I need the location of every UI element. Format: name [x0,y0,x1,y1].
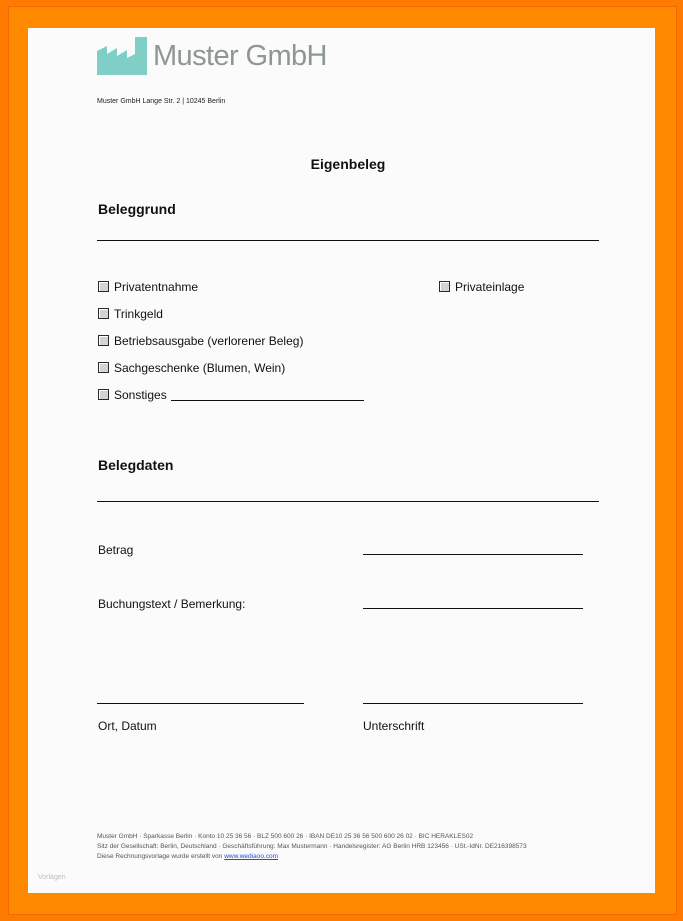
watermark: Vorlagen [38,874,66,881]
sonstiges-line[interactable] [171,400,364,401]
checkbox-sonstiges[interactable] [98,389,109,400]
checkbox-trinkgeld[interactable] [98,308,109,319]
document-title: Eigenbeleg [310,156,386,172]
option-label: Betriebsausgabe (verlorener Beleg) [114,334,304,348]
belegdaten-heading: Belegdaten [98,457,174,473]
checkbox-sachgeschenke[interactable] [98,362,109,373]
option-label: Sonstiges [114,388,167,402]
checkbox-privatentnahme[interactable] [98,281,109,292]
checkbox-privateinlage[interactable] [439,281,450,292]
option-label: Privateinlage [455,280,525,294]
betrag-label: Betrag [98,543,134,557]
beleggrund-heading: Beleggrund [98,201,176,217]
sender-address: Muster GmbH Lange Str. 2 | 10245 Berlin [97,98,226,105]
company-logo [97,35,357,75]
company-name: Muster GmbH [153,40,327,72]
option-label: Sachgeschenke (Blumen, Wein) [114,361,286,375]
ort-datum-line[interactable] [97,703,304,704]
ort-datum-label: Ort, Datum [98,719,157,733]
footer-credit-text: Diese Rechnungsvorlage wurde erstellt von [97,853,225,860]
unterschrift-label: Unterschrift [363,719,425,733]
belegdaten-rule [97,501,599,502]
buchungstext-label: Buchungstext / Bemerkung: [98,597,246,611]
footer-line-legal: Sitz der Gesellschaft: Berlin, Deutschland · Geschäftsführung: Max Mustermann · Handelsregister: AG Berlin HRB 123456 · USt.-IdNr. DE216398573 [97,843,527,850]
unterschrift-line[interactable] [363,703,583,704]
footer-line-bank: Muster GmbH · Sparkasse Berlin · Konto 10 25 36 56 · BLZ 500 600 26 · IBAN DE10 25 36 56 500 600 26 02 · BIC HERAKLES02 [97,833,474,840]
factory-logo-icon [97,35,147,75]
footer-line-credit [97,852,527,862]
betrag-line[interactable] [363,554,583,555]
option-label: Privatentnahme [114,280,199,294]
beleggrund-rule [97,240,599,241]
buchungstext-line[interactable] [363,608,583,609]
footer-credit-link[interactable]: www.wediaoo.com [224,853,279,860]
document-page [28,28,655,893]
footer [97,832,527,862]
checkbox-betriebsausgabe[interactable] [98,335,109,346]
option-label: Trinkgeld [114,307,163,321]
